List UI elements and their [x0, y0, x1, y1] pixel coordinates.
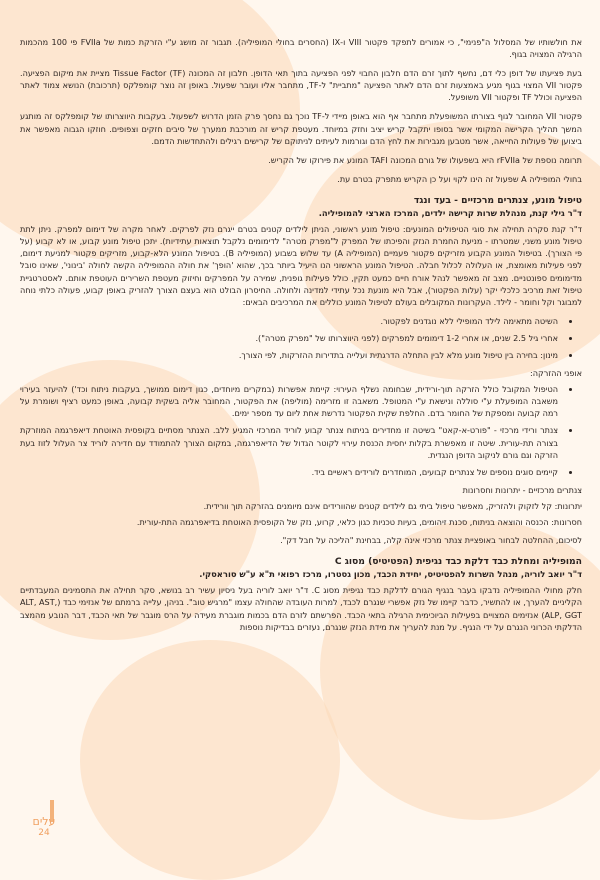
list-item: • הטיפול המקובל כולל הזרקה תוך-ורידית, שבחומה נשלף העירוי: קיימת אפשרות (במקרים מיוחדים, כגון דימום ממושך, בעקבות ניתוח וכד') להיעזר בעירוי משאבה המופעלת ע"י סוללה ונישאת ע"י המטופל. משאבה זו מזרימה (מוליפה) את הפקטור, המחובר אליה בשקית קבועה, באופן כמעט רציף ושומרת על רמה קבועה ומספקת של החומר בדם. החלפת שקית הפקטור נדרשת אחת ליום עד מספר ימים. — [20, 383, 560, 419]
section-title: המופיליה ומחלת כבד דלקת כבד נגיפית (הפטיטיס) מסוג C — [334, 556, 582, 568]
text-line: יתרונות: קל לזקוק ולהזריק, מאפשר טיפול ביתי גם לילדים קטנים שהוורידים אינם מיומנים בהזרקה תוך וורידית. — [203, 500, 582, 511]
closing-paragraph: לסיכום, ההחלטה לבחור באופציית צנתר מרכזי אינה קלה, בבחינת "הליכה על חבל דק". — [280, 535, 582, 546]
paragraph: את חולשותיו של המסלול ה"פנימי", כי אמורים לתפקד פקטור VIII ו-IX (החסרים בחולי המופיליה). תגבור זה מושג ע"י הזרקת כמות של FVIIa פי 100 מהכמות הרגילה המצויה בגוף. — [20, 37, 583, 60]
page-number: 24 — [38, 828, 50, 838]
page-number-mark — [26, 815, 62, 838]
author-byline: ד"ר גילי קנת, מנהלת שרות קרישה ילדים, המרכז הארצי להמופיליה. — [318, 208, 582, 219]
list-item: • צנתר ורידי מרכזי - "פורט-א-קאט" בשיטה זו מחדירים בניתוח צנתר קבוע לוריד המרכזי המגיע ללב. הצנתר מסתיים בקופסית האוטחת דיאפרגמה המוזרקת בצורה תת-עורית. שיטה זו מאפשרת בקלות יחסית הכנסת עירוי לקוטר הגדול של הדיאפרגמה, במקום הצורך להתמודד עם חדירה לוריד צר העלול לזוז בעת הזרקה וגם גורם לניקוב הדופן הנגדית. — [20, 424, 560, 460]
section-title: טיפול מונע, צנתרים מרכזיים - בעד ונגד — [413, 194, 582, 206]
text-line: צנתרים מרכזיים - יתרונות וחסרונות — [462, 484, 582, 495]
paragraph: חלק מחולי ההמופיליה נדבקו בעבר בנגיף הגורם לדלקת כבד נגיפית מסוג C. ד"ר יואב לוריה בעל ניסיון עשיר רב בנושא, סקר תחילה את התסמינים המעבדתיים הקליניים להערך, או להתשיר, כדבר קיימו של נזק אפשרי שנגרם לכבד, למרות העובדה שהחולה עצמו "מרגיש טוב". בניהן, עלייה ברמתם של אנזימי כבד (ALT, AST, ALP, GGT) אנזימים המצויים בפעילות הביוכימית הרגילה בתאי הכבד. הפרשתם לזרם הדם בכמות מוגברת מעידה על הרס מוגבר של תאי הכבד, דבר הנובע מהמצב הדלקתי הכרוני הנגרם על ידי הנגיף. על מנת להעריך את מידת הנזק שנגרם, נעזרים בבדיקות נוספות — [20, 585, 582, 632]
article-page — [20, 36, 582, 836]
text-line: חסרונות: הכנסה והוצאה בניתוח, סכנת זיהומים, בעיות טכניות כגון כלאי, קרוע, נזק של הקופסית האוטחת בדיאפרגמה התת-עורית. — [136, 517, 582, 527]
list-item: • מינון: בחירה בין טיפול מונע מלא לבין התחלה הדרגתית ועלייה בתדירות ההזרקות, לפי הצורך. — [20, 349, 560, 361]
author-byline: ד"ר יואב לוריה, מנהל השרות להפטיטיס, יחידת הכבד, מכון גסטרו, מרכז רפואי ת"א ע"ש סוראסקי. — [199, 569, 582, 580]
paragraph: בחולי המופיליה A שפעול זה הינו לקוי ועל כן הקריש מתפרק בטרם עת. — [337, 173, 582, 184]
bullet-list — [20, 383, 560, 478]
list-item: • קיימים סוגים נוספים של צנתרים קבועים, המוחדרים לורידים ראשיים ביד. — [20, 466, 560, 478]
bullet-list — [20, 315, 560, 361]
magazine-name: עלים — [32, 815, 56, 828]
paragraph: ד"ר קנת סקרה תחילה את סוגי הטיפולים המונעים: טיפול מונע ראשוני, הניתן לילדים קטנים בטרם ייגרם נזק לפרקים. לאחר מקרה של דימום למפרק. ניתן לתת טיפול מונע משני, שמטרתו - מניעת החמרת הנזק והפיכתו של המפרק ל"מפרק מטרה" לדימומים נלקבל תוצאות עתידיות). יתכן טיפול מונע קבוע, או לא קבוע (על פי הצורך). בטיפול המונע הקבוע מזריקים פקטור פעמיים (המופיליה A) עד שלוש בשבוע (המופיליה B). בטיפול המונע הלא-קבוע, מזריקים פקטור למניעת דימום, לפני פעילות מאומצת, או העלולה לכלול חבלה. הטיפול המונע הראשוני הנו היעיל ביותר בכך, שהוא 'הופך' את חולה ההמופיליה הקשה לחולה 'בינוני', שאינו סובל מדימומים ספונטניים. מצב זה מאפשר לנהל אורח חיים כמעט תקין, כולל פעילות גופנית, שמירה על המפרקים וחיזוק מעטפת השרירים העוטפת אותם. לאסטרטגיית טיפול זאת מרכיב כלכלי יקר (עלות הפקטור), אבל היא מונעת נכל עתידי למדינה ולחולה. החיסרון הבולט הוא בעצם הצורך להזריק באופן קבוע, פעולה כלתי נוחה למבוגר וקל וחומר - לילד. העקרונות המקובלים בעולם לטיפול המונע כוללים את המרכיבים הבאים: — [20, 224, 582, 307]
paragraph: פקטור VII המחובר לגוף בצורתו המשופעלת מתחבר אף הוא באופן מיידי ל-TF נוכך גם נחסך פרק הזמן הדרוש לשפעול. בעקבות היווצרותו של קומפלקס זה מותגע המשך תהליך הקרישה המקומי אשר בסופו יתקבל קריש יציב וחזק במיוחד. מעטפת קריש זה מורכבת ממערך של סיבים חזקים וצפופים. חוזקו הגבוה מאפשר את ביצוען של פעולות החייאה, אשר מטבען מגבירות את לחץ הדם וגורמות לעיתים לניתוקם של קרישים רגילים ולהתחדשות הדמם. — [20, 111, 582, 146]
sub-label: אופני ההזרקה: — [530, 368, 582, 379]
list-item: • אחרי גיל 2.5 שנים, או אחרי 1-2 דימומים למפרקים (לפני היווצרותו של "מפרק מטרה"). — [20, 332, 560, 344]
list-item: • השיטה מתאימה לילד המופילי ללא נוגדנים לפקטור. — [20, 315, 560, 327]
paragraph: בעת פציעתו של דופן כלי דם, נחשף לתוך זרם הדם חלבון החבוי לפני הפציעה בתוך תאי הדופן. חלבון זה המכונה Tissue Factor (TF) מציית את מיקום הפציעה. פקטור VII המצוי בגוף מגיע באמצעות זרם הדם לאתר הפציעה "מתביית" ל-TF, מתחבר אליו ועובר שפעול. באופן זה נוצר קומפלקס (תרכובת) הנושא צמוד לאתר הפציעה וכולל TF ופקטור VII משופעל. — [20, 68, 582, 103]
paragraph: תרומה נוספת של rFVIIa היא בשפעולו של גורם המכונה TAFI המונע את פירוקו של הקריש. — [268, 154, 582, 165]
